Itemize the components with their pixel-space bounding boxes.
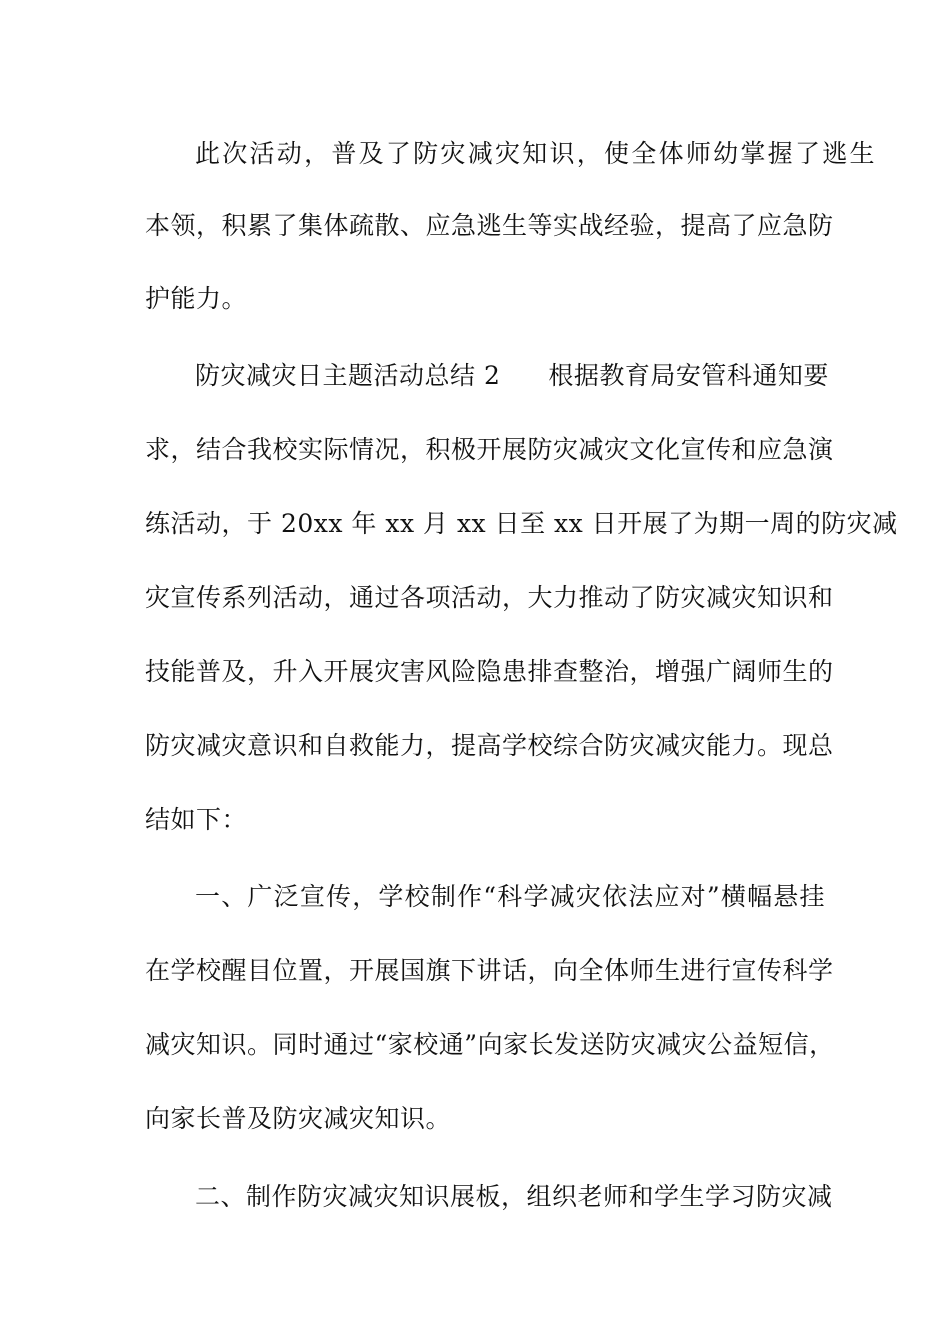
text-line-14: 向家长普及防灾减灾知识。 xyxy=(145,1104,452,1133)
text-line-6: 练活动，于 20xx 年 xx 月 xx 日至 xx 日开展了为期一周的防灾减 xyxy=(145,509,898,538)
text-line-1: 此次活动，普及了防灾减灾知识，使全体师幼掌握了逃生 xyxy=(195,139,875,168)
text-line-15: 二、制作防灾减灾知识展板，组织老师和学生学习防灾减 xyxy=(195,1182,833,1211)
text-line-11: 一、广泛宣传，学校制作“科学减灾依法应对”横幅悬挂 xyxy=(195,882,825,911)
text-line-9: 防灾减灾意识和自救能力，提高学校综合防灾减灾能力。现总 xyxy=(145,731,834,760)
text-line-8: 技能普及，升入开展灾害风险隐患排查整治，增强广阔师生的 xyxy=(145,657,834,686)
text-line-10: 结如下： xyxy=(145,805,248,834)
text-line-13: 减灾知识。同时通过“家校通”向家长发送防灾减灾公益短信， xyxy=(145,1030,835,1059)
text-line-7: 灾宣传系列活动，通过各项活动，大力推动了防灾减灾知识和 xyxy=(145,583,834,612)
text-line-3: 护能力。 xyxy=(145,284,248,313)
heading-line xyxy=(195,356,829,396)
heading-trailing-text: 根据教育局安管科通知要 xyxy=(548,361,829,390)
text-line-5: 求，结合我校实际情况，积极开展防灾减灾文化宣传和应急演 xyxy=(145,435,834,464)
text-line-12: 在学校醒目位置，开展国旗下讲话，向全体师生进行宣传科学 xyxy=(145,956,834,985)
text-line-2: 本领，积累了集体疏散、应急逃生等实战经验，提高了应急防 xyxy=(145,211,834,240)
section-heading: 防灾减灾日主题活动总结 2 xyxy=(195,361,501,390)
